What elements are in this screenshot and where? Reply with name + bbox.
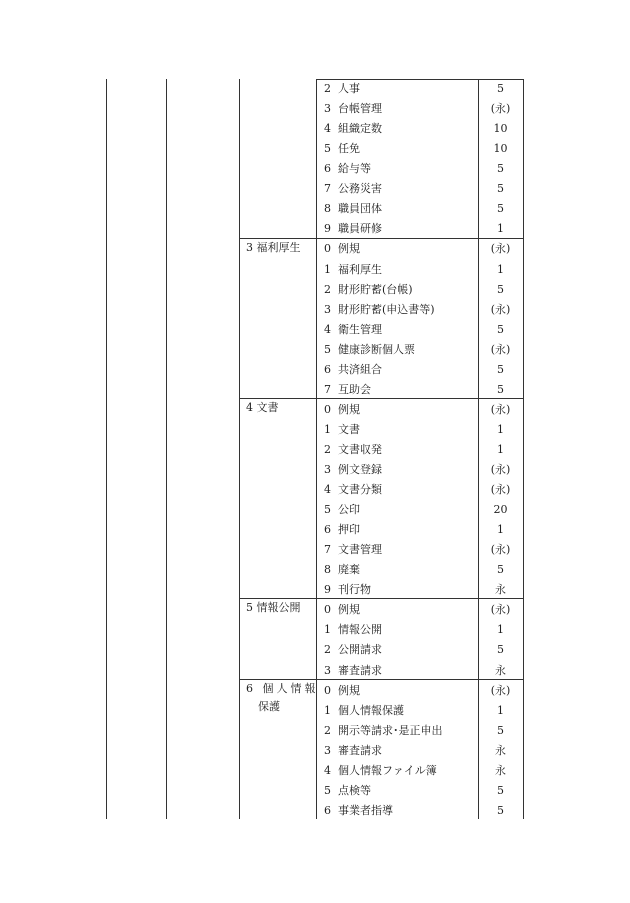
item-name: 任免 — [338, 142, 360, 156]
item-number: 7 — [324, 182, 331, 196]
table-row — [324, 560, 360, 580]
item-name: 例規 — [338, 683, 360, 697]
retention-period: 20 — [493, 503, 508, 517]
item-number: 7 — [324, 543, 331, 557]
table-row — [324, 540, 382, 560]
item-name: 衛生管理 — [338, 322, 382, 336]
retention-period: 5 — [497, 382, 504, 396]
item-name: 職員団体 — [338, 202, 382, 216]
table-row — [324, 380, 371, 400]
retention-period: (永) — [490, 543, 511, 557]
category-privacy-cont: 保護 — [258, 700, 280, 713]
retention-period: 5 — [497, 202, 504, 216]
item-name: 審査請求 — [338, 663, 382, 677]
table-row — [324, 139, 360, 159]
retention-period: 1 — [497, 523, 504, 537]
item-number: 4 — [324, 122, 331, 136]
item-number: 5 — [324, 783, 331, 797]
item-name: 刊行物 — [338, 583, 371, 597]
item-name: 例規 — [338, 402, 360, 416]
table-row — [324, 179, 382, 199]
retention-period: 1 — [497, 623, 504, 637]
item-number: 0 — [324, 603, 331, 617]
item-number: 2 — [324, 643, 331, 657]
item-name: 互助会 — [338, 382, 371, 396]
table-row — [324, 681, 360, 701]
table-row — [324, 239, 360, 259]
item-name: 個人情報ファイル簿 — [338, 763, 437, 777]
table-row — [324, 199, 382, 219]
item-name: 給与等 — [338, 162, 371, 176]
table-row — [324, 360, 382, 380]
table-row — [324, 340, 415, 360]
item-name: 文書収発 — [338, 442, 382, 456]
retention-period: 永 — [495, 763, 506, 777]
retention-period: 5 — [497, 182, 504, 196]
table-row — [324, 440, 382, 460]
retention-period: 永 — [495, 743, 506, 757]
table-row — [324, 300, 435, 320]
item-name: 廃棄 — [338, 563, 360, 577]
column-rule — [166, 79, 167, 819]
retention-period: 5 — [497, 82, 504, 95]
retention-period: 5 — [497, 563, 504, 577]
retention-period: (永) — [490, 102, 511, 115]
item-number: 0 — [324, 242, 331, 256]
item-name: 財形貯蓄(申込書等) — [338, 302, 435, 316]
table-row — [324, 79, 360, 99]
retention-period: 5 — [497, 162, 504, 176]
column-rule — [106, 79, 107, 819]
retention-period: 5 — [497, 803, 504, 817]
retention-period: 5 — [497, 643, 504, 657]
table-row — [324, 761, 437, 781]
retention-period: 1 — [497, 442, 504, 456]
table-row — [324, 260, 382, 280]
column-rule — [523, 79, 524, 819]
table-row — [324, 460, 382, 480]
retention-period: 5 — [497, 322, 504, 336]
column-rule — [239, 79, 240, 819]
table-row — [324, 580, 371, 600]
retention-period: (永) — [490, 302, 511, 316]
item-name: 例文登録 — [338, 462, 382, 476]
item-number: 0 — [324, 402, 331, 416]
table-row — [324, 159, 371, 179]
item-number: 1 — [324, 262, 331, 276]
item-name: 財形貯蓄(台帳) — [338, 282, 413, 296]
table-row — [324, 620, 382, 640]
item-number: 8 — [324, 202, 331, 216]
retention-period: 5 — [497, 362, 504, 376]
item-number: 3 — [324, 663, 331, 677]
item-name: 個人情報保護 — [338, 703, 404, 717]
retention-period: 1 — [497, 222, 504, 236]
item-name: 福利厚生 — [338, 262, 382, 276]
retention-period: 永 — [495, 583, 506, 597]
retention-period: 5 — [497, 282, 504, 296]
item-number: 5 — [324, 142, 331, 156]
item-name: 押印 — [338, 523, 360, 537]
retention-period: 1 — [497, 422, 504, 436]
item-name: 組織定数 — [338, 122, 382, 136]
table-row — [324, 721, 443, 741]
item-number: 1 — [324, 422, 331, 436]
item-number: 3 — [324, 302, 331, 316]
table-row — [324, 400, 360, 420]
item-number: 3 — [324, 102, 331, 115]
item-number: 6 — [324, 162, 331, 176]
item-number: 6 — [324, 362, 331, 376]
column-rule — [316, 79, 317, 819]
item-number: 2 — [324, 82, 331, 95]
retention-period: 10 — [493, 142, 508, 156]
retention-period: 5 — [497, 783, 504, 797]
item-name: 共済組合 — [338, 362, 382, 376]
table-row — [324, 280, 413, 300]
retention-period: 5 — [497, 723, 504, 737]
item-number: 4 — [324, 483, 331, 496]
retention-period: 永 — [495, 663, 506, 677]
item-name: 例規 — [338, 242, 360, 256]
category-privacy: 6 個人情報 — [246, 682, 319, 695]
retention-period: 1 — [497, 703, 504, 717]
item-number: 4 — [324, 763, 331, 777]
table-row — [324, 520, 360, 540]
item-number: 1 — [324, 703, 331, 717]
retention-period: (永) — [490, 603, 511, 617]
item-name: 例規 — [338, 603, 360, 617]
item-name: 公務災害 — [338, 182, 382, 196]
item-number: 8 — [324, 563, 331, 577]
item-name: 公開請求 — [338, 643, 382, 657]
table-row — [324, 701, 404, 721]
item-name: 事業者指導 — [338, 803, 393, 817]
item-number: 6 — [324, 803, 331, 817]
retention-period: (永) — [490, 462, 511, 476]
table-row — [324, 420, 360, 440]
category-welfare: 3 福利厚生 — [246, 241, 301, 254]
retention-period: (永) — [490, 683, 511, 697]
item-name: 文書分類 — [338, 483, 382, 496]
table-row — [324, 781, 371, 801]
table-row — [324, 801, 393, 821]
table-row — [324, 219, 382, 239]
table-row — [324, 119, 382, 139]
table-row — [324, 480, 382, 500]
item-number: 7 — [324, 382, 331, 396]
table-row — [324, 661, 382, 681]
table-row — [324, 741, 382, 761]
item-name: 健康診断個人票 — [338, 342, 415, 356]
item-name: 職員研修 — [338, 222, 382, 236]
category-documents: 4 文書 — [246, 401, 279, 414]
table-row — [324, 600, 360, 620]
item-number: 2 — [324, 282, 331, 296]
item-name: 開示等請求･是正申出 — [338, 723, 443, 737]
table-row — [324, 320, 382, 340]
item-number: 4 — [324, 322, 331, 336]
retention-period: (永) — [490, 483, 511, 496]
retention-period: 1 — [497, 262, 504, 276]
item-name: 情報公開 — [338, 623, 382, 637]
item-number: 5 — [324, 503, 331, 517]
item-number: 2 — [324, 442, 331, 456]
item-name: 文書管理 — [338, 543, 382, 557]
category-disclosure: 5 情報公開 — [246, 601, 301, 614]
table-row — [324, 640, 382, 660]
item-number: 3 — [324, 743, 331, 757]
item-name: 審査請求 — [338, 743, 382, 757]
retention-period: (永) — [490, 402, 511, 416]
item-name: 公印 — [338, 503, 360, 517]
item-number: 2 — [324, 723, 331, 737]
item-number: 9 — [324, 583, 331, 597]
retention-period: (永) — [490, 242, 511, 256]
item-number: 1 — [324, 623, 331, 637]
table-row — [324, 500, 360, 520]
item-number: 6 — [324, 523, 331, 537]
retention-period: 10 — [493, 122, 508, 136]
item-name: 台帳管理 — [338, 102, 382, 115]
item-number: 0 — [324, 683, 331, 697]
item-number: 3 — [324, 462, 331, 476]
item-number: 9 — [324, 222, 331, 236]
table-row — [324, 99, 382, 119]
item-number: 5 — [324, 342, 331, 356]
item-name: 点検等 — [338, 783, 371, 797]
retention-period: (永) — [490, 342, 511, 356]
item-name: 人事 — [338, 82, 360, 95]
item-name: 文書 — [338, 422, 360, 436]
